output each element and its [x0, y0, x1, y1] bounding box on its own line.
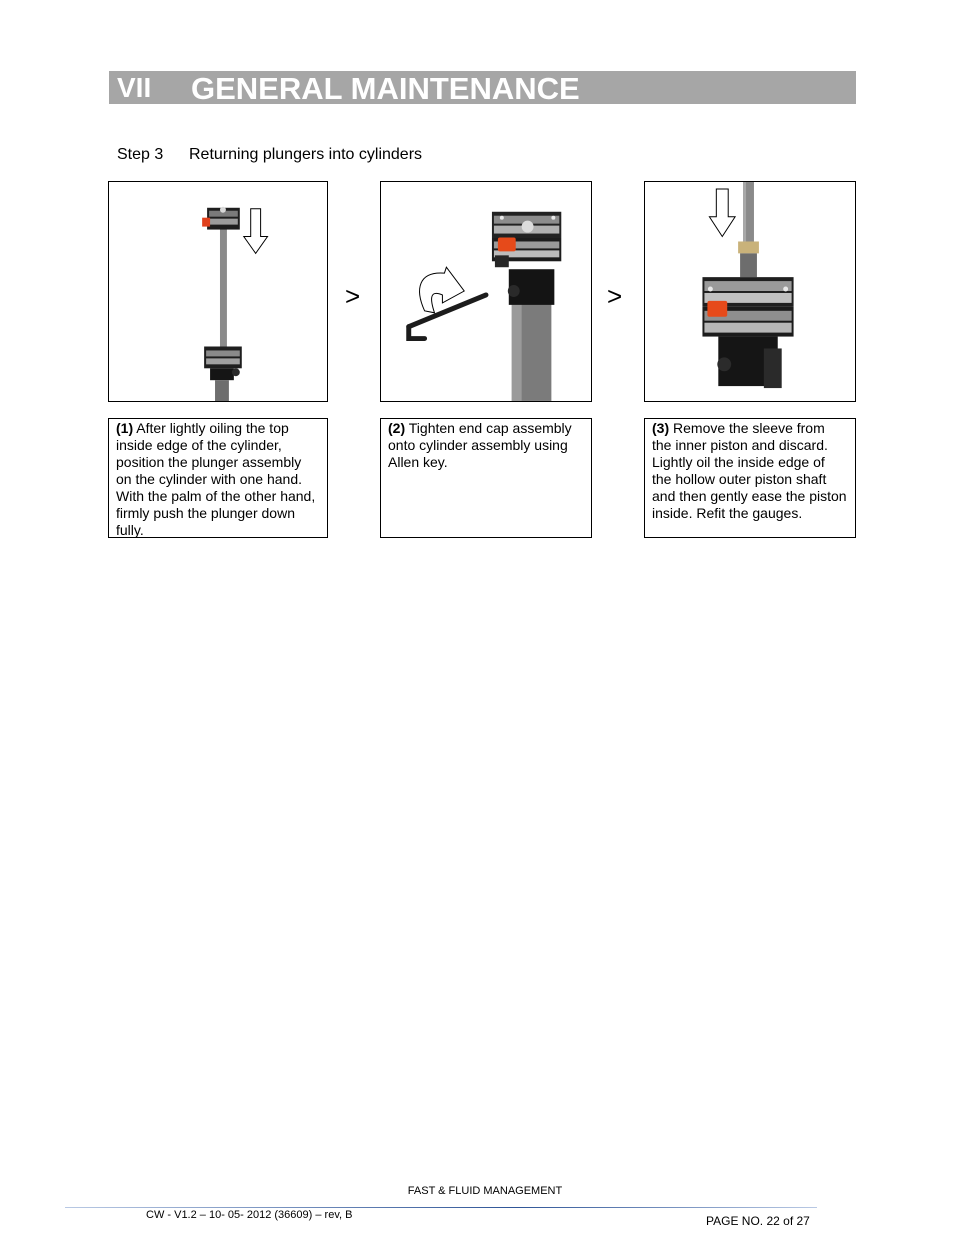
plunger-assembly-illustration — [109, 182, 327, 401]
footer-divider — [65, 1207, 817, 1208]
sequence-separator-2: > — [607, 281, 623, 311]
caption-step-1-text: After lightly oiling the top inside edge of the cylinder, position the plunger assembly on the cylinder with one hand. With the palm of the other hand, firmly push the plunger down fully. — [116, 420, 316, 538]
caption-step-2-number: (2) — [388, 420, 406, 436]
figure-3-piston-insert — [644, 181, 856, 402]
caption-step-1 — [108, 418, 328, 538]
footer-page-number: PAGE NO. 22 of 27 — [706, 1214, 810, 1228]
step-title: Returning plungers into cylinders — [189, 146, 423, 163]
sequence-separator-1: > — [345, 281, 361, 311]
footer-company-name: FAST & FLUID MANAGEMENT — [407, 1185, 563, 1197]
caption-step-1-number: (1) — [116, 420, 134, 436]
footer-revision: CW - V1.2 – 10- 05- 2012 (36609) – rev, B — [146, 1209, 353, 1221]
step-label: Step 3 — [117, 146, 164, 163]
piston-refit-illustration — [645, 182, 855, 401]
caption-step-2-text: Tighten end cap assembly onto cylinder assembly using Allen key. — [388, 420, 572, 470]
section-title: GENERAL MAINTENANCE — [191, 71, 580, 106]
caption-step-3 — [644, 418, 856, 538]
end-cap-allen-key-illustration — [381, 182, 591, 401]
caption-step-3-text: Remove the sleeve from the inner piston and discard. Lightly oil the inside edge of the hollow outer piston shaft and then gently ease the piston inside. Refit the gauges. — [652, 420, 847, 521]
caption-step-3-number: (3) — [652, 420, 670, 436]
caption-step-2 — [380, 418, 592, 538]
section-number: VII — [117, 72, 152, 103]
figure-1-plunger-insert — [108, 181, 328, 402]
figure-2-end-cap-tighten — [380, 181, 592, 402]
